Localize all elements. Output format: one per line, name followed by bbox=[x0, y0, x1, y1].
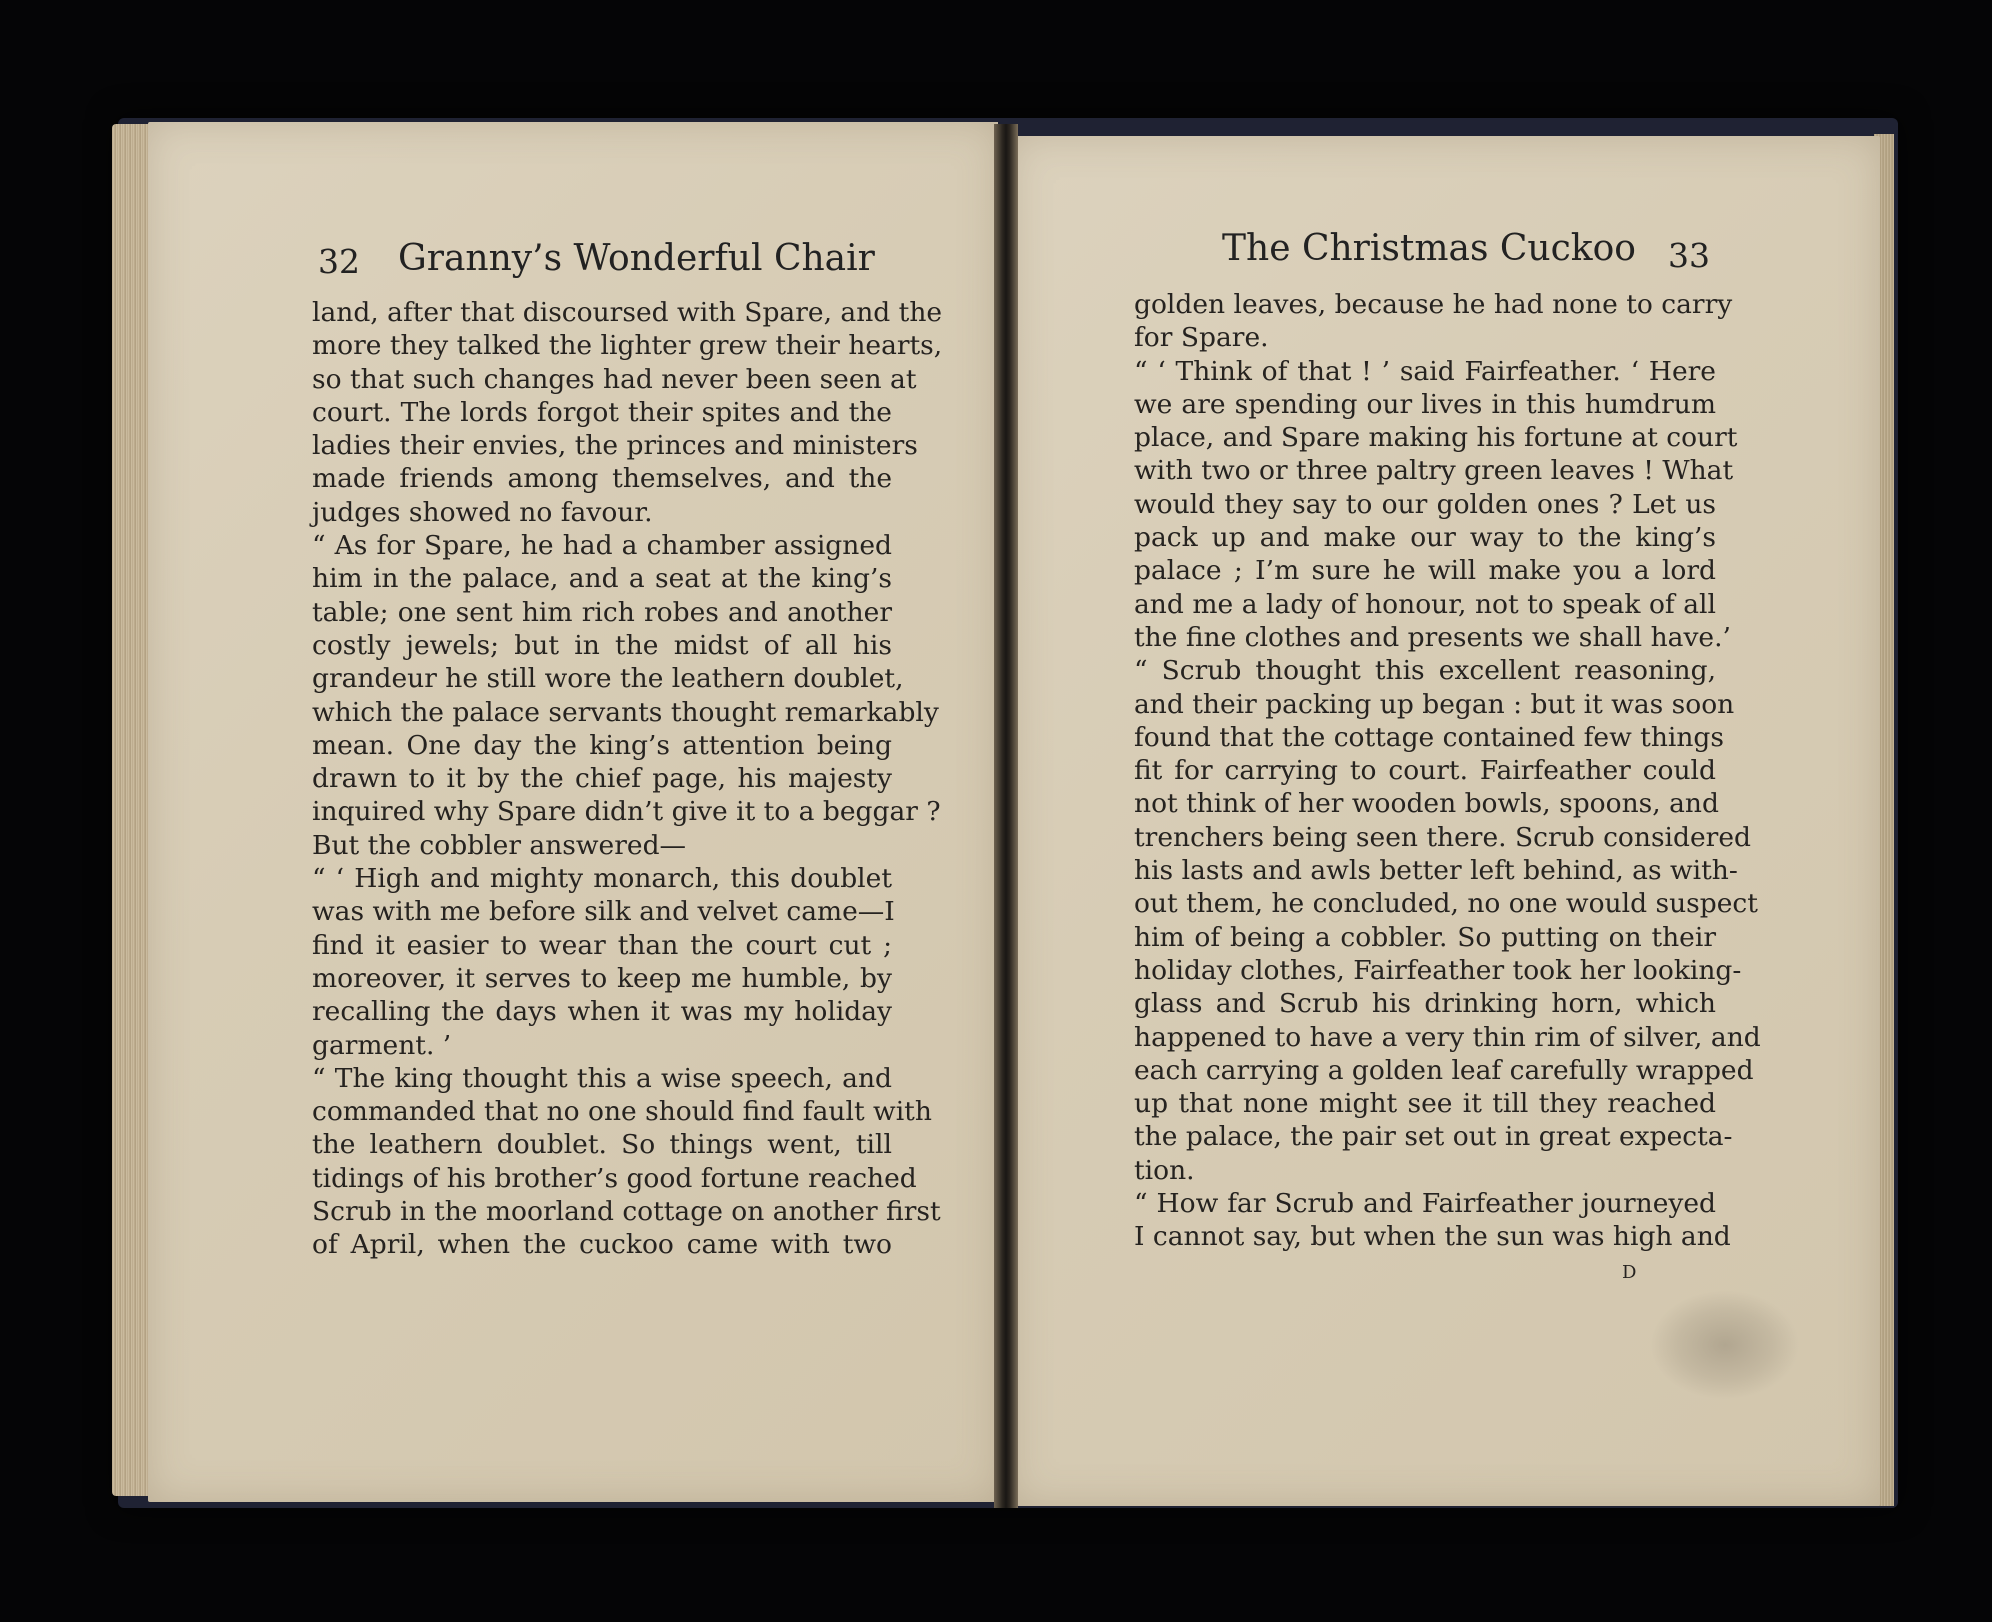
book-gutter bbox=[994, 124, 1018, 1508]
right-page-text bbox=[1134, 288, 1761, 1254]
text-line: holiday clothes, Fairfeather took her looking- bbox=[1134, 954, 1742, 986]
text-line: But the cobbler answered— bbox=[312, 829, 687, 861]
text-line: tion. bbox=[1134, 1154, 1195, 1186]
text-line: glass and Scrub his drinking horn, which bbox=[1134, 988, 1716, 1020]
text-line: inquired why Spare didn’t give it to a beggar ? bbox=[312, 796, 941, 828]
text-line: “ How far Scrub and Fairfeather journeyed bbox=[1134, 1188, 1716, 1220]
text-line: found that the cottage contained few things bbox=[1134, 721, 1725, 753]
text-line: find it easier to wear than the court cut ; bbox=[312, 929, 892, 961]
text-line: moreover, it serves to keep me humble, by bbox=[312, 962, 892, 994]
text-line: drawn to it by the chief page, his majesty bbox=[312, 763, 892, 795]
text-line: “ Scrub thought this excellent reasoning, bbox=[1134, 655, 1716, 687]
text-line: golden leaves, because he had none to carry bbox=[1134, 289, 1733, 320]
left-running-head: Granny’s Wonderful Chair bbox=[398, 238, 875, 279]
text-line: the fine clothes and presents we shall have.’ bbox=[1134, 621, 1731, 653]
text-line: which the palace servants thought remarkably bbox=[312, 696, 939, 728]
signature-mark: D bbox=[1622, 1262, 1637, 1283]
text-line: palace ; I’m sure he will make you a lord bbox=[1134, 555, 1716, 587]
text-line: fit for carrying to court. Fairfeather could bbox=[1134, 755, 1716, 787]
text-line: Scrub in the moorland cottage on another first bbox=[312, 1196, 941, 1228]
text-line: tidings of his brother’s good fortune reached bbox=[312, 1162, 917, 1194]
text-line: his lasts and awls better left behind, as with- bbox=[1134, 855, 1738, 887]
text-line: “ ‘ Think of that ! ’ said Fairfeather. ‘ Here bbox=[1134, 355, 1716, 387]
text-line: recalling the days when it was my holiday bbox=[312, 996, 892, 1028]
text-line: him of being a cobbler. So putting on their bbox=[1134, 921, 1716, 953]
text-line: for Spare. bbox=[1134, 322, 1269, 354]
text-line: place, and Spare making his fortune at court bbox=[1134, 422, 1738, 454]
text-line: I cannot say, but when the sun was high and bbox=[1134, 1221, 1731, 1253]
text-line: up that none might see it till they reached bbox=[1134, 1088, 1716, 1120]
text-line: not think of her wooden bowls, spoons, and bbox=[1134, 788, 1719, 820]
text-line: court. The lords forgot their spites and the bbox=[312, 396, 892, 428]
text-line: grandeur he still wore the leathern doublet, bbox=[312, 663, 904, 695]
text-line: costly jewels; but in the midst of all his bbox=[312, 629, 892, 661]
text-line: each carrying a golden leaf carefully wrapped bbox=[1134, 1054, 1754, 1086]
text-line: and me a lady of honour, not to speak of all bbox=[1134, 588, 1716, 620]
text-line: more they talked the lighter grew their hearts, bbox=[312, 330, 943, 362]
text-line: ladies their envies, the princes and ministers bbox=[312, 430, 918, 462]
text-line: trenchers being seen there. Scrub considered bbox=[1134, 821, 1751, 853]
text-line: out them, he concluded, no one would suspect bbox=[1134, 888, 1758, 920]
text-line: mean. One day the king’s attention being bbox=[312, 729, 892, 761]
text-line: judges showed no favour. bbox=[312, 496, 653, 528]
text-line: we are spending our lives in this humdrum bbox=[1134, 388, 1716, 420]
text-line: with two or three paltry green leaves ! What bbox=[1134, 455, 1734, 487]
right-page-number: 33 bbox=[1668, 236, 1710, 275]
left-page-text bbox=[312, 296, 943, 1262]
left-page-number: 32 bbox=[318, 242, 360, 281]
text-line: commanded that no one should find fault with bbox=[312, 1096, 932, 1128]
text-line: “ ‘ High and mighty monarch, this doublet bbox=[312, 863, 892, 895]
text-line: of April, when the cuckoo came with two bbox=[312, 1229, 892, 1261]
text-line: would they say to our golden ones ? Let us bbox=[1134, 488, 1716, 520]
text-line: so that such changes had never been seen at bbox=[312, 363, 917, 395]
right-running-head: The Christmas Cuckoo bbox=[1222, 228, 1636, 269]
text-line: was with me before silk and velvet came—I bbox=[312, 896, 895, 928]
text-line: pack up and make our way to the king’s bbox=[1134, 522, 1716, 554]
text-line: the leathern doublet. So things went, till bbox=[312, 1129, 892, 1161]
thumbprint-smudge bbox=[1650, 1290, 1800, 1400]
text-line: “ As for Spare, he had a chamber assigned bbox=[312, 530, 892, 562]
text-line: table; one sent him rich robes and another bbox=[312, 596, 892, 628]
text-line: him in the palace, and a seat at the king’s bbox=[312, 563, 892, 595]
text-line: “ The king thought this a wise speech, and bbox=[312, 1062, 892, 1094]
text-line: made friends among themselves, and the bbox=[312, 463, 892, 495]
text-line: land, after that discoursed with Spare, and the bbox=[312, 297, 943, 328]
text-line: and their packing up began : but it was soon bbox=[1134, 688, 1735, 720]
text-line: happened to have a very thin rim of silver, and bbox=[1134, 1021, 1761, 1053]
text-line: the palace, the pair set out in great expecta- bbox=[1134, 1121, 1733, 1153]
text-line: garment. ’ bbox=[312, 1029, 452, 1061]
